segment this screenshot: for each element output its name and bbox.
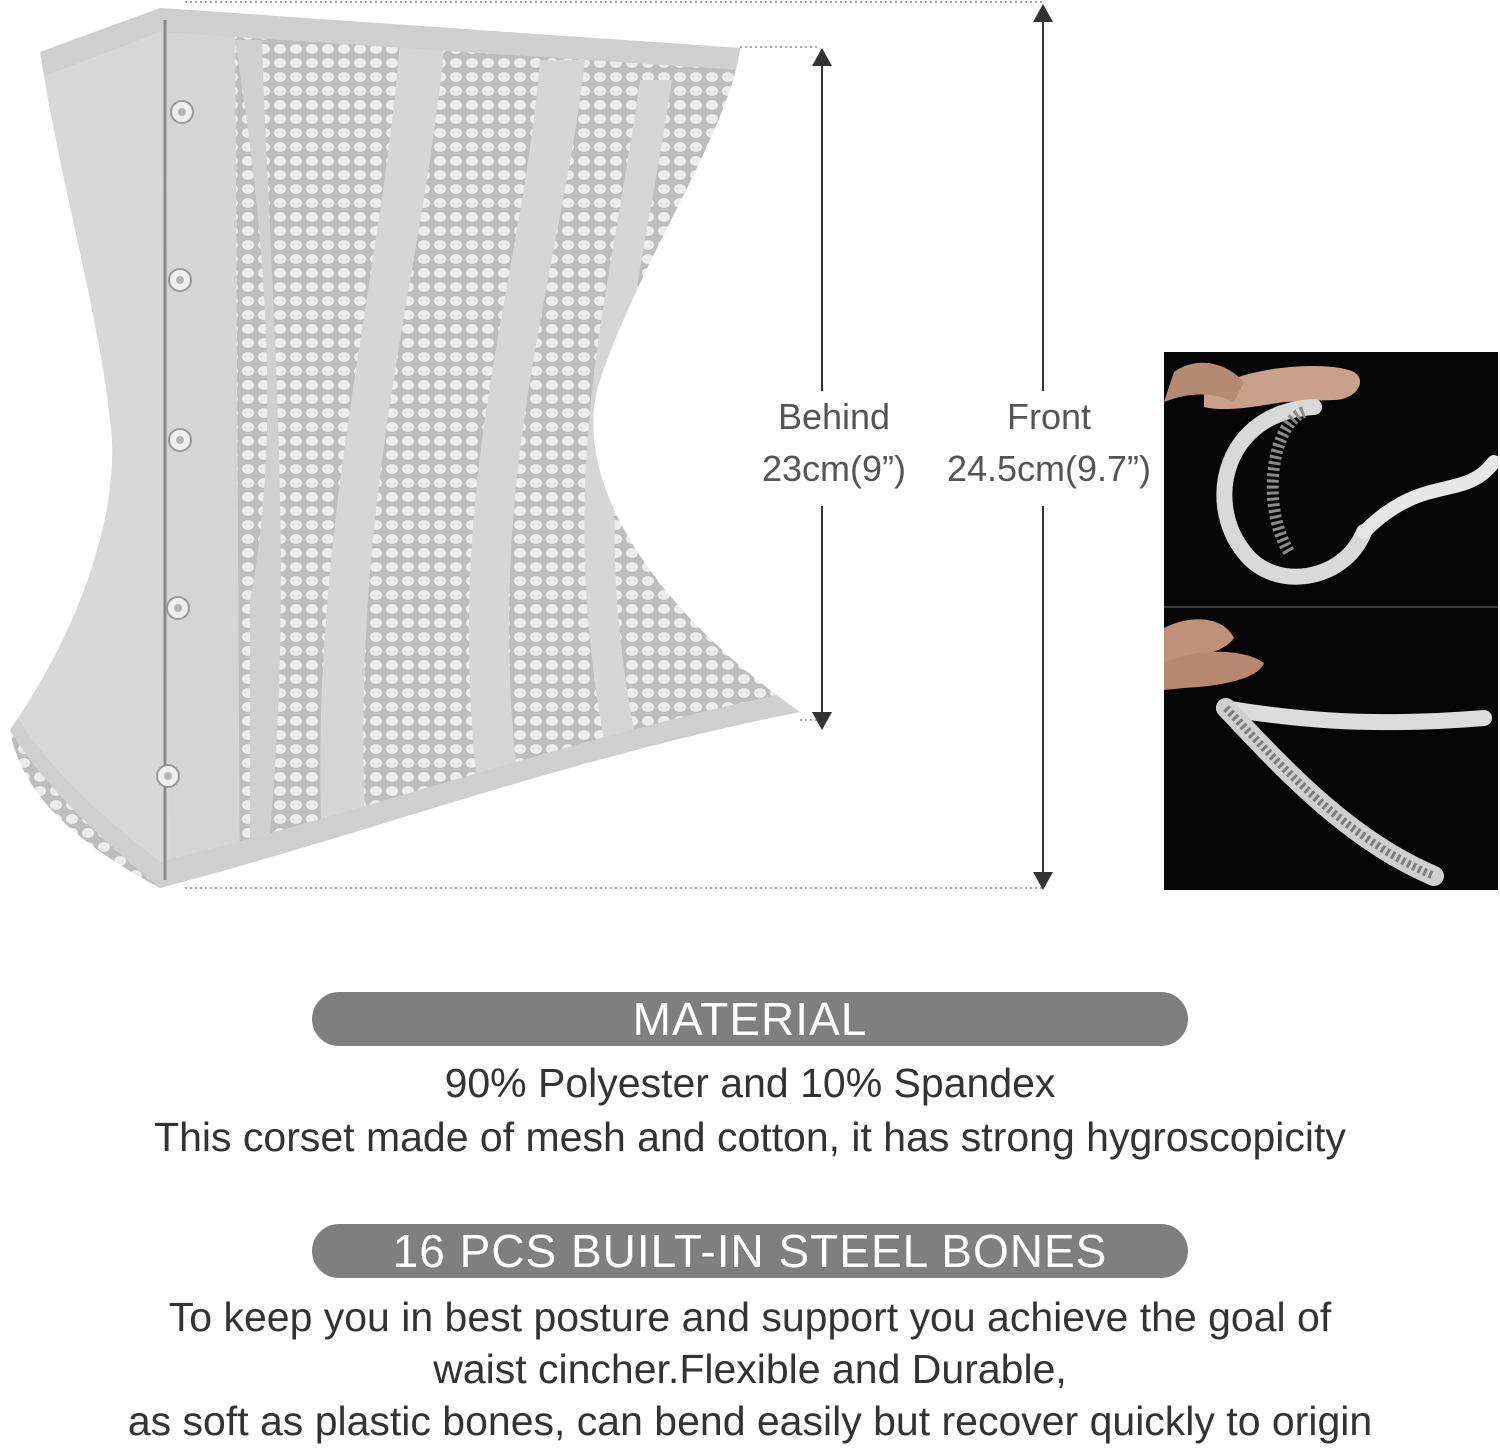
steel-bone-photo-bend <box>1164 352 1498 607</box>
material-description-text: This corset made of mesh and cotton, it has strong hygroscopicity <box>154 1114 1346 1160</box>
behind-value-text: 23cm(9”) <box>761 448 907 489</box>
front-measurement <box>938 391 1160 495</box>
behind-label-text: Behind <box>777 396 891 437</box>
steel-bones-description-line-2: waist cincher.Flexible and Durable, <box>433 1346 1067 1392</box>
material-composition-text: 90% Polyester and 10% Spandex <box>444 1060 1056 1106</box>
front-value-text: 24.5cm(9.7”) <box>946 448 1152 489</box>
corset-illustration <box>0 0 1160 900</box>
front-label-text: Front <box>1006 396 1092 437</box>
steel-bone-bend-image <box>1164 352 1498 607</box>
steel-bone-flex-image <box>1164 608 1498 890</box>
behind-measurement <box>748 391 920 495</box>
material-heading: MATERIAL <box>312 992 1188 1046</box>
steel-bones-heading: 16 PCS BUILT-IN STEEL BONES <box>312 1224 1188 1278</box>
behind-measure-arrow <box>812 48 832 730</box>
steel-bone-photo-flex <box>1164 608 1498 890</box>
corset-body <box>0 0 820 900</box>
steel-bones-description-line-3: as soft as plastic bones, can bend easily but recover quickly to origin <box>127 1398 1373 1444</box>
steel-bones-description-line-1: To keep you in best posture and support you achieve the goal of <box>168 1294 1332 1340</box>
